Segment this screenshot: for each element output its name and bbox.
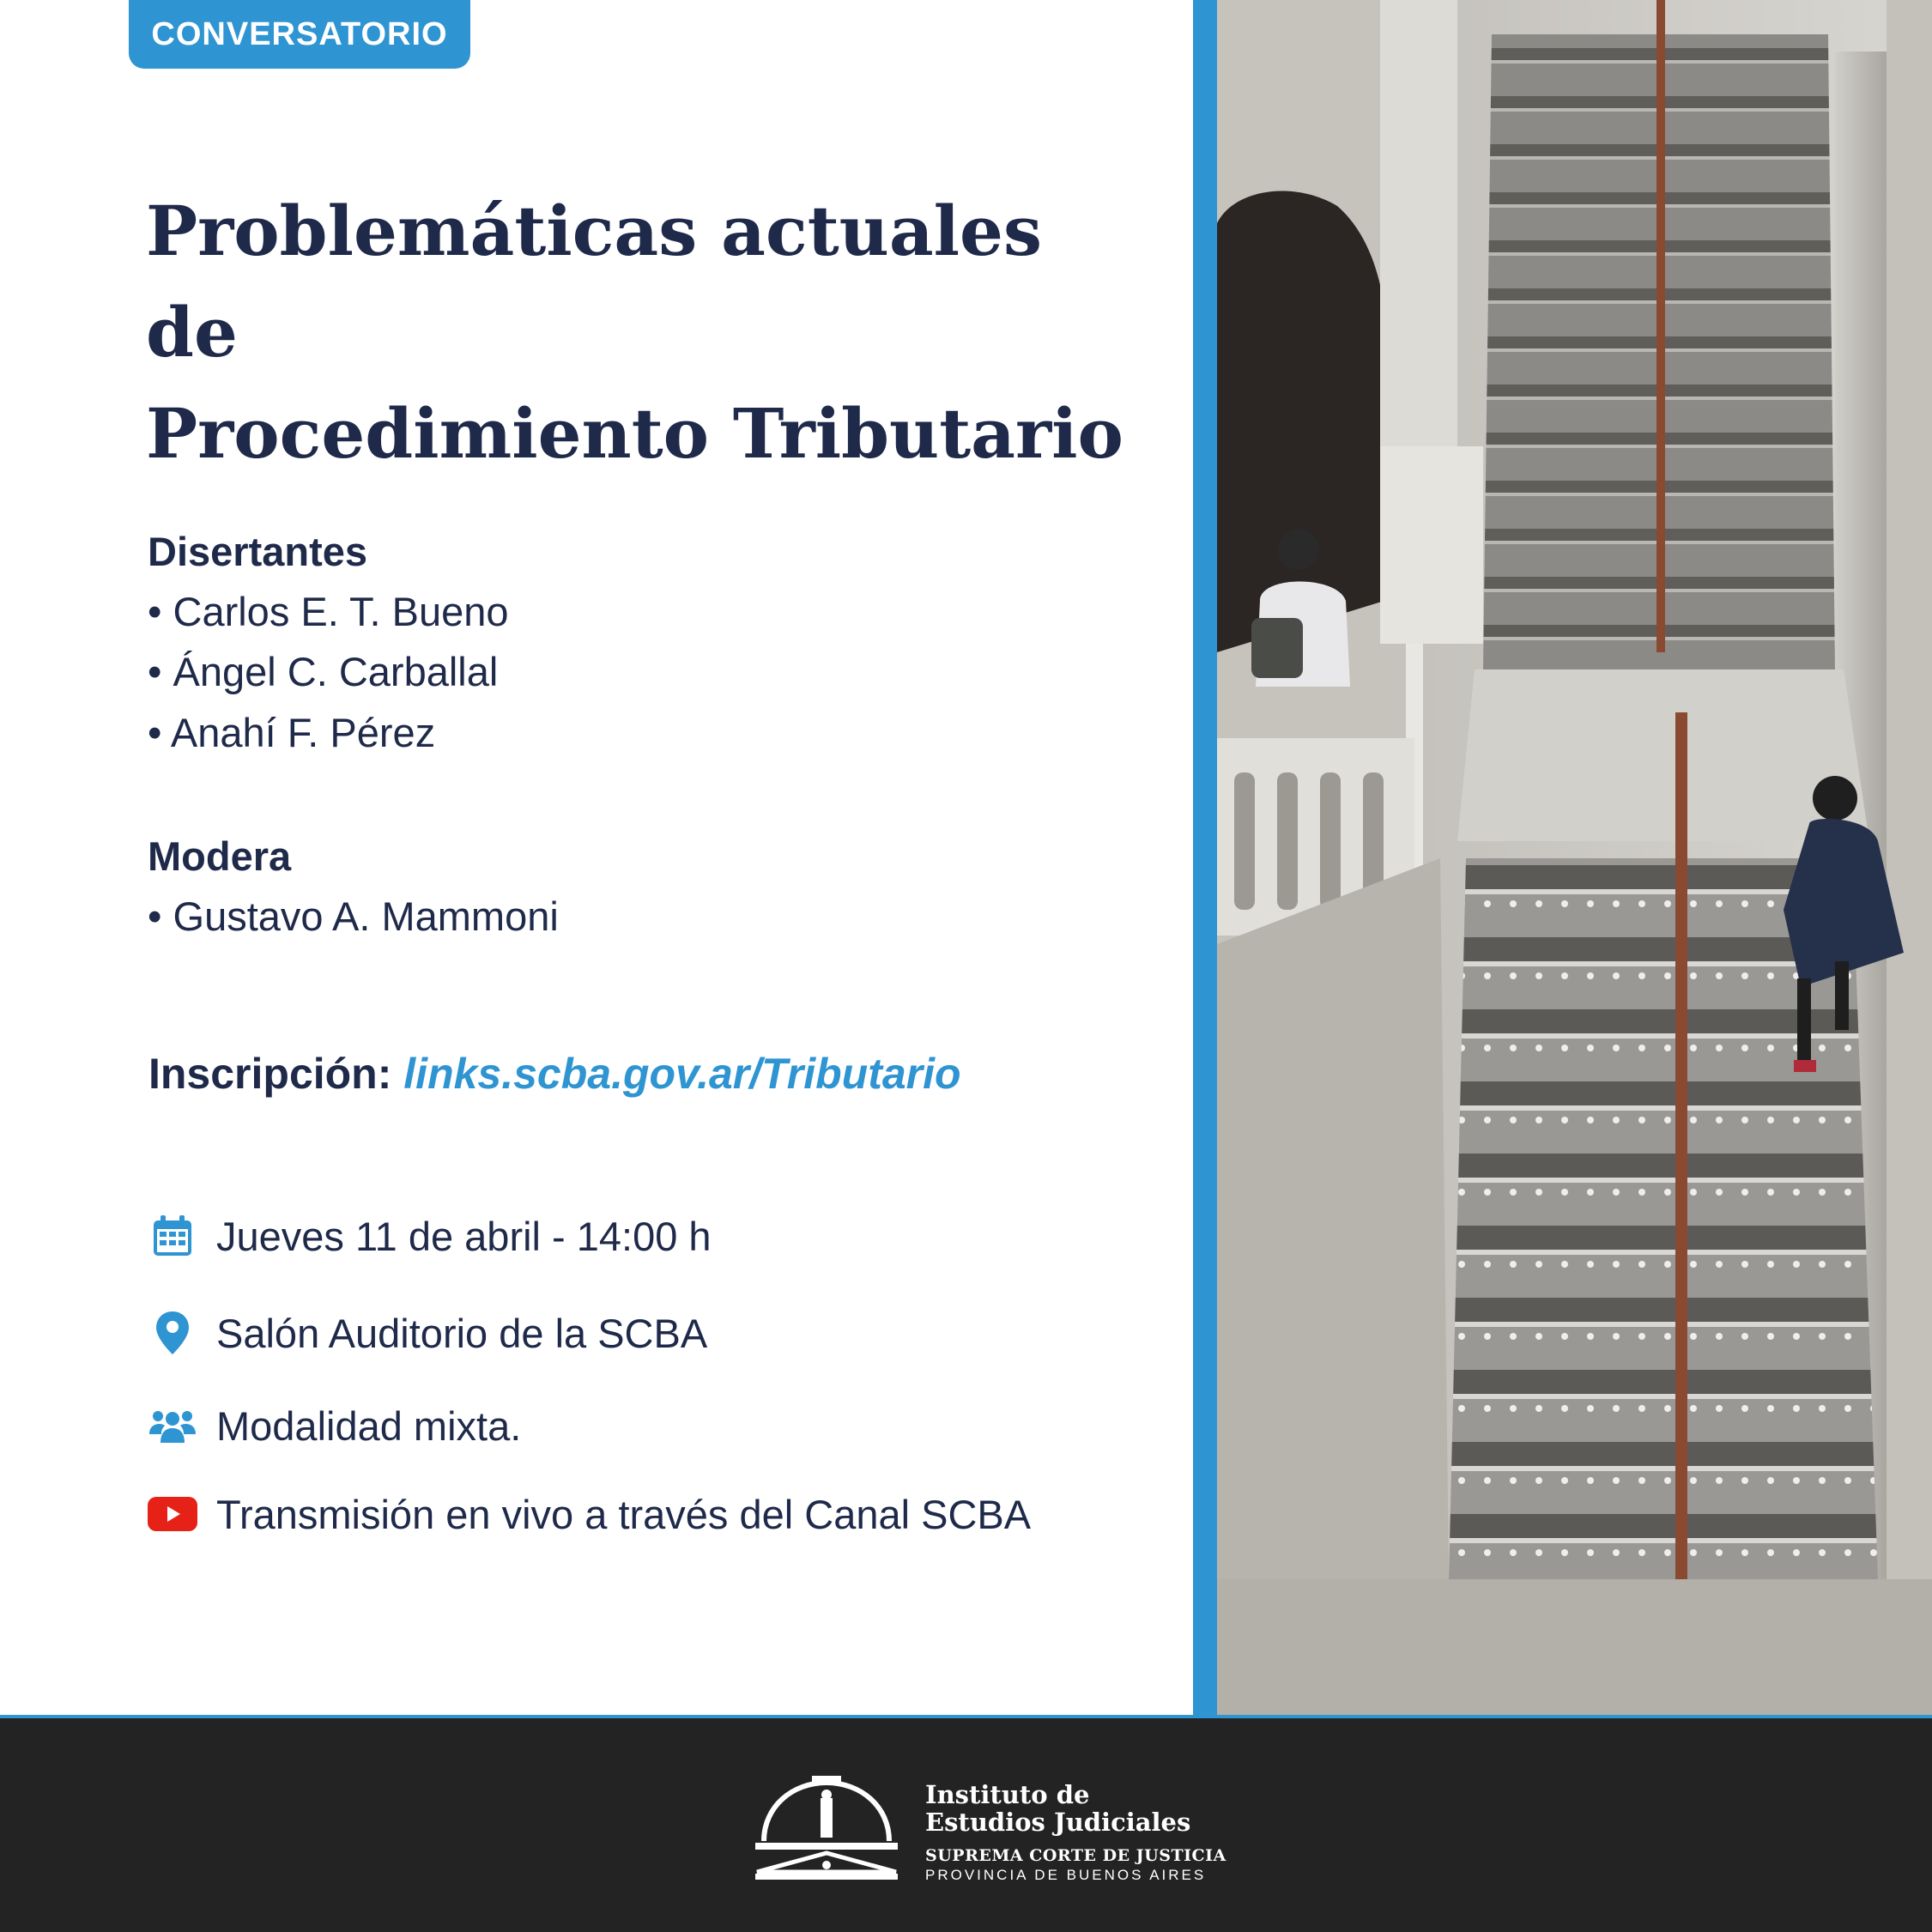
title-line-2: Procedimiento Tributario — [146, 393, 1123, 474]
place-text: Salón Auditorio de la SCBA — [216, 1310, 708, 1356]
date-text: Jueves 11 de abril - 14:00 h — [216, 1213, 712, 1259]
mode-text: Modalidad mixta. — [216, 1402, 522, 1449]
institute-name-line-2: Estudios Judiciales — [925, 1808, 1191, 1837]
court-emblem-icon — [754, 1772, 925, 1884]
stream-row — [148, 1489, 1031, 1539]
staircase-photo — [1217, 0, 1932, 1717]
speakers-heading: Disertantes — [148, 529, 367, 574]
title-line-1: Problemáticas actuales de — [146, 191, 1042, 372]
moderator-item: • Gustavo A. Mammoni — [148, 893, 559, 939]
registration-label: Inscripción: — [148, 1050, 392, 1098]
registration-line — [148, 1049, 961, 1099]
province-name: PROVINCIA DE BUENOS AIRES — [925, 1867, 1207, 1883]
court-name: SUPREMA CORTE DE JUSTICIA — [925, 1846, 1226, 1865]
category-tag: CONVERSATORIO — [129, 0, 470, 69]
place-row — [148, 1308, 707, 1358]
people-group-icon — [148, 1401, 197, 1451]
mode-row — [148, 1401, 521, 1451]
location-pin-icon — [148, 1308, 197, 1358]
page-title — [146, 180, 1133, 484]
institute-name-line-1: Instituto de — [925, 1780, 1090, 1809]
speaker-item: • Carlos E. T. Bueno — [148, 589, 509, 634]
speaker-item: • Ángel C. Carballal — [148, 649, 499, 694]
speaker-item: • Anahí F. Pérez — [148, 710, 436, 755]
date-row — [148, 1211, 712, 1261]
accent-divider — [1193, 0, 1217, 1717]
moderator-heading: Modera — [148, 833, 292, 879]
stream-text: Transmisión en vivo a través del Canal SCBA — [216, 1491, 1032, 1537]
youtube-icon[interactable] — [148, 1489, 197, 1539]
calendar-icon — [148, 1211, 197, 1261]
institute-name — [925, 1781, 1226, 1884]
registration-link[interactable]: links.scba.gov.ar/Tributario — [403, 1050, 961, 1098]
